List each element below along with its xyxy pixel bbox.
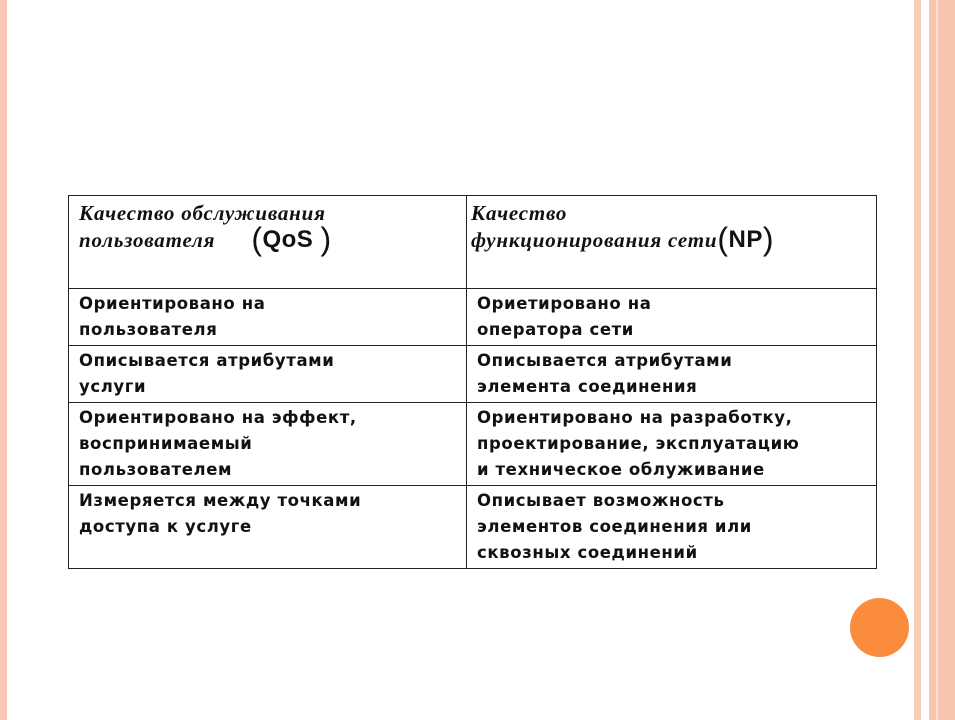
cell-line: элементов соединения или bbox=[477, 517, 752, 536]
slide-frame-right-outer bbox=[929, 0, 955, 720]
cell-line: Ориентировано на разработку, bbox=[477, 408, 793, 427]
cell-line: Описывает возможность bbox=[477, 491, 725, 510]
cell-line: сквозных соединений bbox=[477, 543, 698, 562]
table-cell-qos bbox=[69, 289, 467, 346]
cell-line: доступа к услуге bbox=[79, 517, 252, 536]
cell-line: пользователя bbox=[79, 320, 218, 339]
table-cell-qos bbox=[69, 486, 467, 569]
slide-frame-right-line bbox=[936, 0, 938, 720]
table-cell-qos bbox=[69, 403, 467, 486]
header-np-line-2: функционирования сети bbox=[471, 228, 718, 252]
cell-line: Ориетировано на bbox=[477, 294, 652, 313]
table-cell-np bbox=[467, 346, 877, 403]
header-qos-line-1: Качество обслуживания bbox=[79, 201, 326, 225]
cell-line: Измеряется между точками bbox=[79, 491, 362, 510]
header-np-line-2-wrap bbox=[471, 221, 866, 257]
table-row bbox=[69, 403, 877, 486]
slide-orange-circle bbox=[850, 598, 909, 657]
header-qos-abbr-wrap bbox=[251, 221, 332, 257]
paren-close: ) bbox=[762, 221, 775, 257]
table-row bbox=[69, 346, 877, 403]
paren-open: ( bbox=[717, 221, 729, 257]
table-cell-np bbox=[467, 403, 877, 486]
cell-line: воспринимаемый bbox=[79, 434, 253, 453]
header-cell-np bbox=[467, 196, 877, 289]
table-row bbox=[69, 289, 877, 346]
cell-line: Описывается атрибутами bbox=[477, 351, 733, 370]
header-np-line-1: Качество bbox=[471, 201, 568, 225]
cell-line: услуги bbox=[79, 377, 147, 396]
header-qos-abbr: QoS bbox=[262, 226, 314, 253]
header-qos-line-2-wrap bbox=[79, 221, 456, 257]
cell-line: Ориентировано на bbox=[79, 294, 266, 313]
table-cell-np bbox=[467, 289, 877, 346]
header-qos-line-2: пользователя bbox=[79, 228, 216, 252]
cell-line: проектирование, эксплуатацию bbox=[477, 434, 800, 453]
cell-line: оператора сети bbox=[477, 320, 634, 339]
slide-frame-right-gap bbox=[921, 0, 929, 720]
paren-close: ) bbox=[320, 221, 332, 257]
table-header-row bbox=[69, 196, 877, 289]
cell-line: и техническое облуживание bbox=[477, 460, 765, 479]
comparison-table bbox=[68, 195, 877, 569]
slide-frame-left bbox=[0, 0, 7, 720]
cell-line: пользователем bbox=[79, 460, 233, 479]
slide-frame-right-inner bbox=[914, 0, 921, 720]
table-row bbox=[69, 486, 877, 569]
paren-open: ( bbox=[251, 221, 263, 257]
cell-line: элемента соединения bbox=[477, 377, 698, 396]
header-np-abbr: NP bbox=[728, 226, 763, 253]
table-cell-qos bbox=[69, 346, 467, 403]
cell-line: Ориентировано на эффект, bbox=[79, 408, 357, 427]
header-np-abbr-wrap bbox=[717, 221, 775, 257]
header-cell-qos bbox=[69, 196, 467, 289]
cell-line: Описывается атрибутами bbox=[79, 351, 335, 370]
table-cell-np bbox=[467, 486, 877, 569]
